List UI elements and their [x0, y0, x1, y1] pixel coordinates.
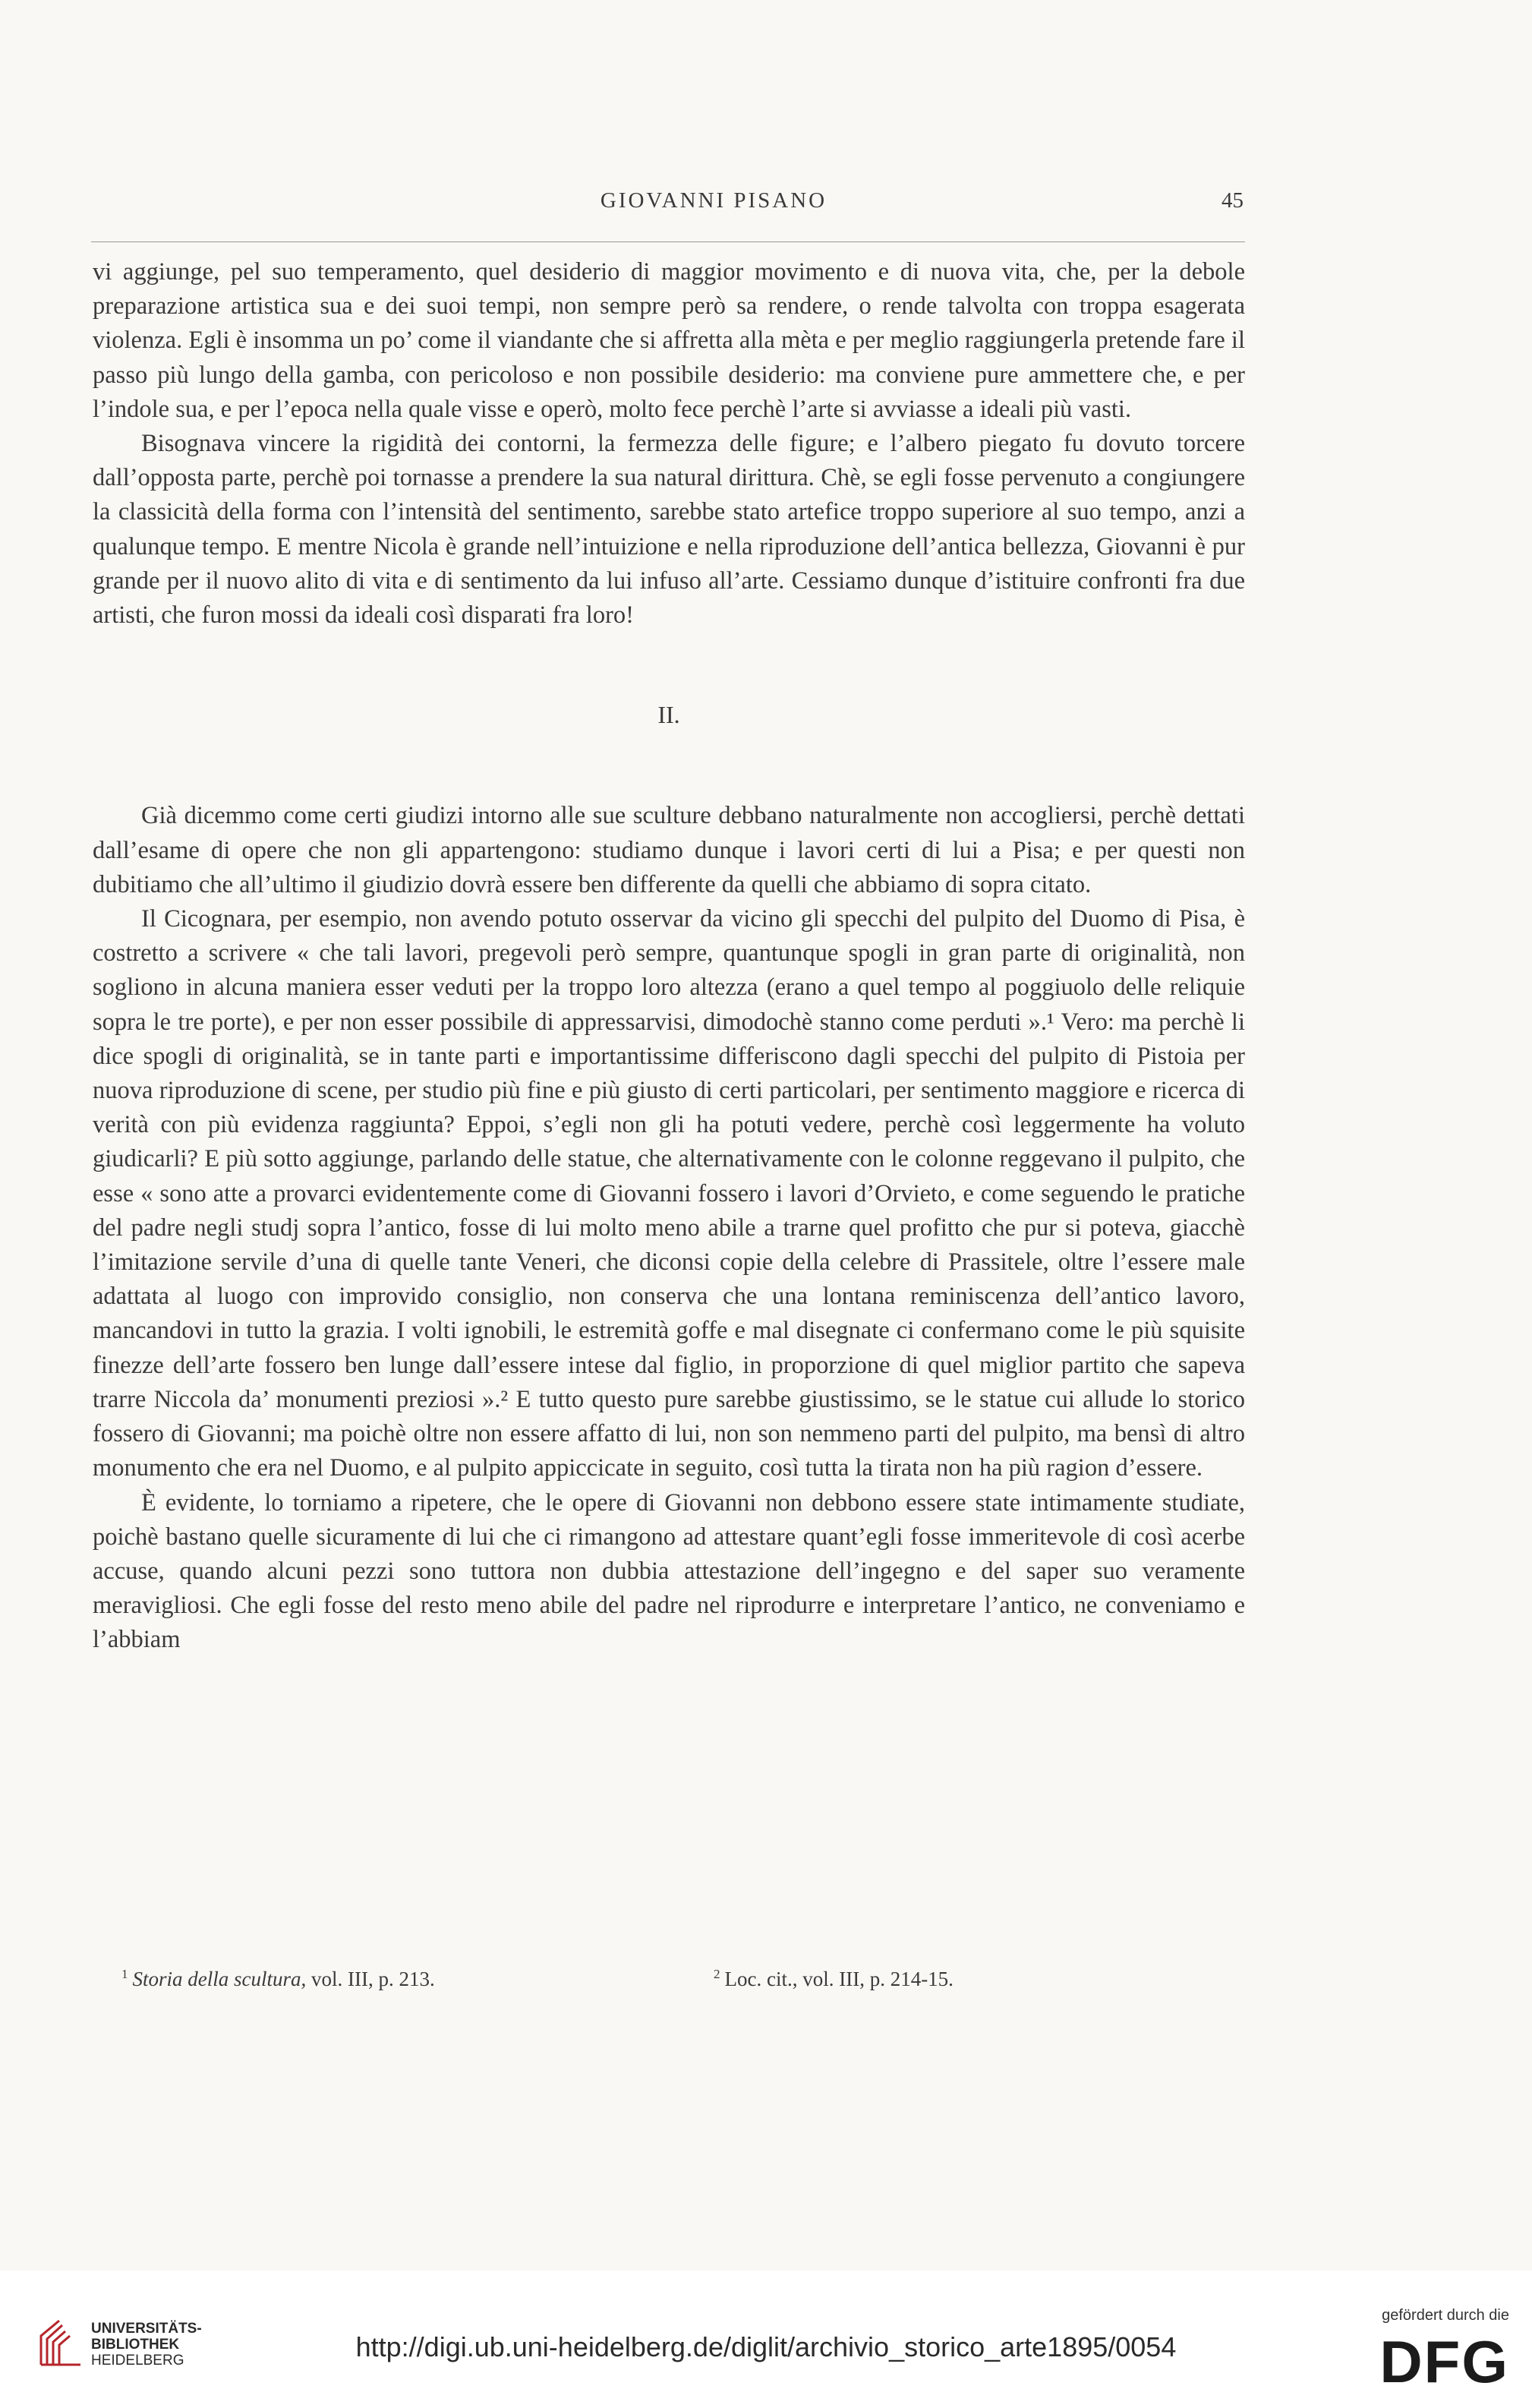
footnotes [121, 1967, 1245, 1997]
library-name: UNIVERSITÄTS- BIBLIOTHEK HEIDELBERG [91, 2321, 202, 2369]
permalink-url[interactable]: http://digi.ub.uni-heidelberg.de/diglit/archivio_storico_arte1895/0054 [355, 2331, 1177, 2362]
footnote-ref: Loc. cit., vol. III, p. 214-15. [724, 1968, 954, 1990]
footnote-mark: 2 [714, 1967, 720, 1981]
viewer-footer [0, 2271, 1532, 2408]
paragraph: Già dicemmo come certi giudizi intorno alle sue sculture debbano naturalmente non accogliersi, perchè dettati dall’esame di opere che non gli appartengono: studiamo dunque i lavori certi di lui a Pisa; e per questi non dubitiamo che all’ultimo il giudizio dovrà essere ben differente da quelli che abbiamo di sopra citato. [93, 802, 1245, 898]
section-heading: II. [657, 701, 680, 729]
page-number: 45 [1222, 188, 1244, 213]
dfg-logo: DFG [1379, 2328, 1509, 2395]
footnote-1 [121, 1967, 435, 1991]
paragraph: vi aggiunge, pel suo temperamento, quel desiderio di maggior movimento e di nuova vita, che, per la debole preparazione artistica sua e dei suoi tempi, non sempre però sa rendere, o rende talvolta con troppa esagerata violenza. Egli è insomma un po’ come il viandante che si affretta alla mèta e per meglio raggiungerla pretende fare il passo più lungo della gamba, con pericoloso e non possibile desiderio: ma conviene pure ammettere che, e per l’indole sua, e per l’epoca nella quale visse e operò, molto fece perchè l’arte si avviasse a ideali più vasti. [93, 258, 1245, 423]
paragraph: Bisognava vincere la rigidità dei contorni, la fermezza delle figure; e l’albero piegato fu dovuto torcere dall’opposta parte, perchè poi tornasse a prendere la sua natural dirittura. Chè, se egli fosse pervenuto a congiungere la classicità della forma con l’intensità del sentimento, sarebbe stato artefice troppo superiore al suo tempo, anzi a qualunque tempo. E mentre Nicola è grande nell’intuizione e nella riproduzione dell’antica bellezza, Giovanni è pur grande per il nuovo alito di vita e di sentimento da lui infuso all’arte. Cessiamo dunque d’istituire confronti fra due artisti, che furon mossi da ideali così disparati fra loro! [93, 430, 1245, 630]
body-text [93, 255, 1245, 1658]
running-head [0, 188, 1532, 219]
footnote-ref: vol. III, p. 213. [311, 1968, 435, 1990]
footnote-mark: 1 [121, 1967, 128, 1981]
funder-caption: gefördert durch die [1382, 2307, 1509, 2324]
paragraph: Il Cicognara, per esempio, non avendo potuto osservar da vicino gli specchi del pulpito del Duomo di Pisa, è costretto a scrivere « che tali lavori, pregevoli però sempre, quantunque spogli in gran parte di originalità, non sogliono in alcuna maniera esser veduti per la troppo loro altezza (erano a quel tempo al poggiuolo delle reliquie sopra le tre porte), e per non esser possibile di appressarvisi, dimodochè stanno come perduti ».¹ Vero: ma perchè li dice spogli di originalità, se in tante parti e importantissime differiscono dagli specchi del pulpito di Pistoia per nuova riproduzione di scene, per studio più fine e più giusto di certi particolari, per sentimento maggiore e ricerca di verità con più evidenza raggiunta? Eppoi, s’egli non gli ha potuti vedere, perchè così leggermente ha voluto giudicarli? E più sotto aggiunge, parlando delle statue, che alternativamente con le colonne reggevano il pulpito, che esse « sono atte a provarci evidentemente come di Giovanni fossero i lavori d’Orvieto, e come seguendo le pratiche del padre negli studj sopra l’antico, fosse di lui molto meno abile a trarne quel profitto che pur si poteva, giacchè l’imitazione servile d’una di quelle tante Veneri, che diconsi copie della celebre di Prassitele, oltre l’essere male adattata al luogo con improvido consiglio, non conserva che una lontana reminiscenza dell’antico lavoro, mancandovi in tutto la grazia. I volti ignobili, le estremità goffe e mal disegnate ci confermano come le più squisite finezze dell’arte fossero ben lunge dall’essere intese dal figlio, in proporzione di quel miglior partito che sapeva trarre Niccola da’ monumenti preziosi ».² E tutto questo pure sarebbe giustissimo, se le statue cui allude lo storico fossero di Giovanni; ma poichè oltre non essere affatto di lui, non son nemmeno parti del pulpito, ma bensì di altro monumento che era nel Duomo, e al pulpito appiccicate in seguito, così tutta la tirata non ha più ragion d’essere. [93, 905, 1245, 1482]
header-rule [91, 241, 1245, 242]
footnote-title: Storia della scultura, [132, 1968, 307, 1990]
running-title: GIOVANNI PISANO [600, 188, 827, 213]
footnote-2 [714, 1967, 954, 1991]
paragraph: È evidente, lo torniamo a ripetere, che le opere di Giovanni non debbono essere state intimamente studiate, poichè bastano quelle sicuramente di lui che ci rimangono ad attestare quant’egli fosse immeritevole di così acerbe accuse, quando alcuni pezzi sono tuttora non dubbia attestazione dell’ingegno e del saper suo veramente meravigliosi. Che egli fosse del resto meno abile del padre nel riprodurre e interpretare l’antico, ne conveniamo e l’abbiam [93, 1488, 1245, 1654]
